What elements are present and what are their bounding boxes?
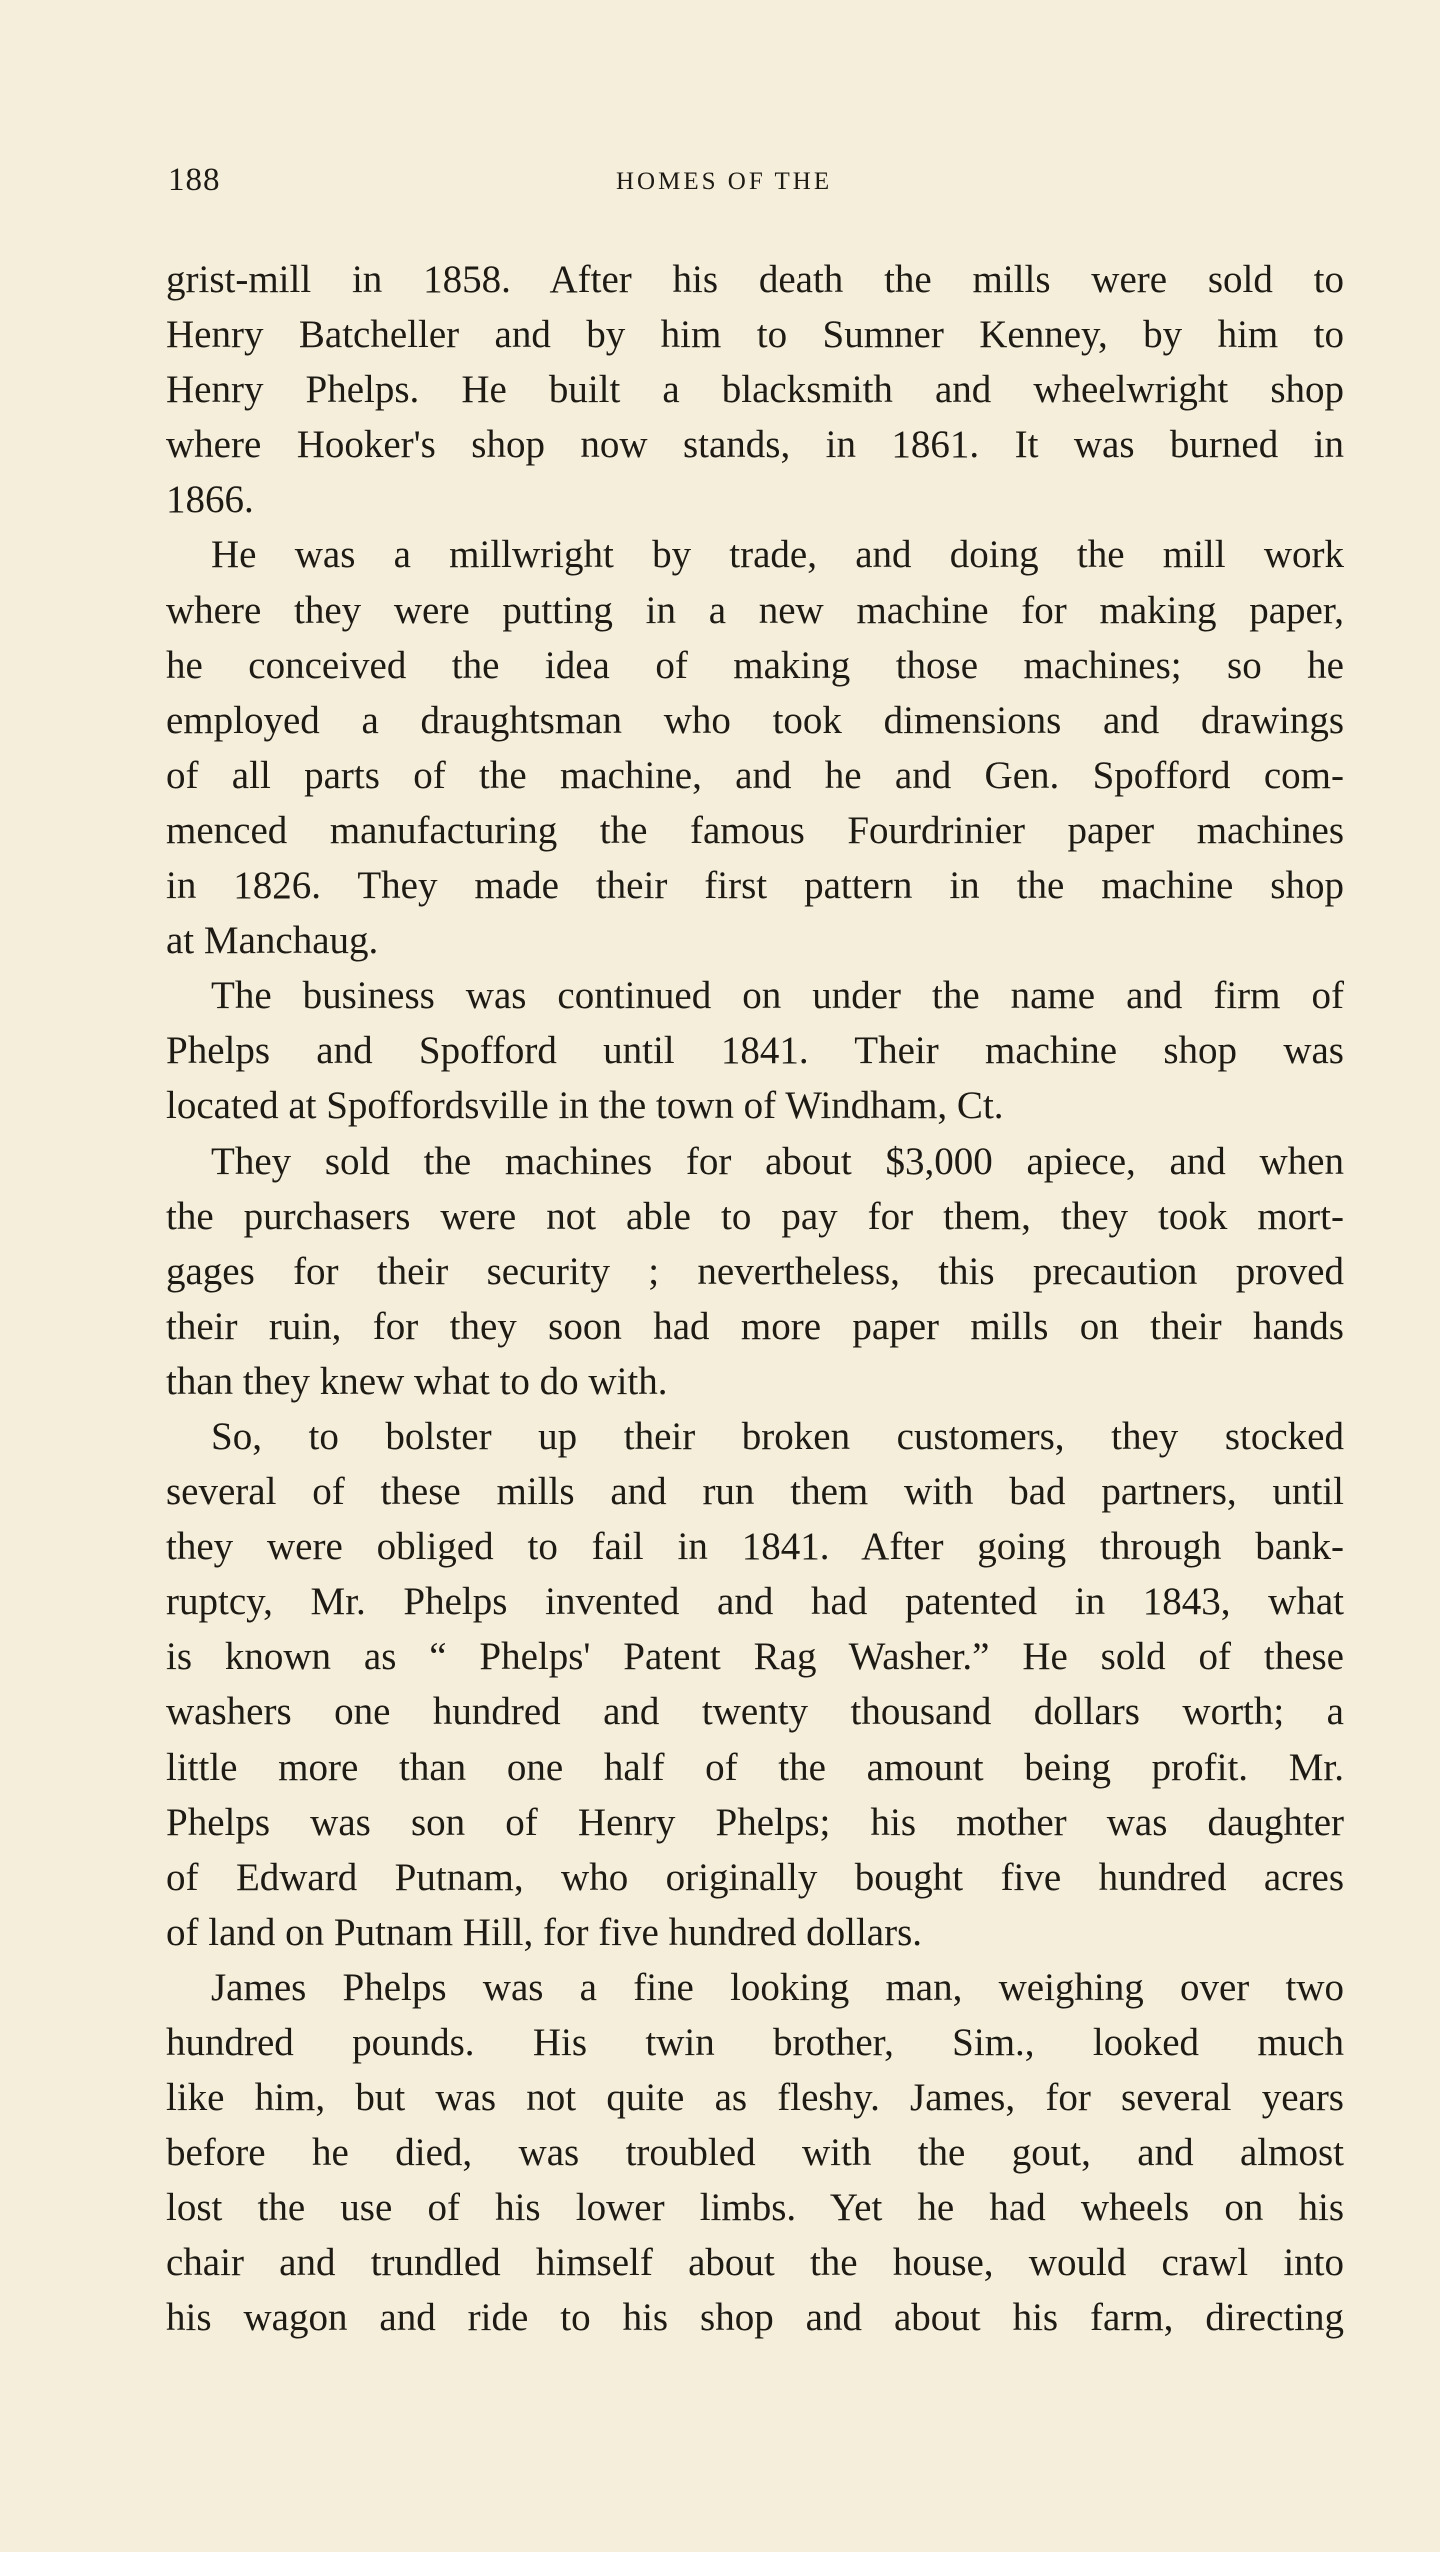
text-line: chair and trundled himself about the house, would crawl into	[166, 2241, 1344, 2285]
text-line: ruptcy, Mr. Phelps invented and had patented in 1843, what	[166, 1580, 1344, 1624]
page-number: 188	[168, 162, 221, 198]
text-line: Phelps and Spofford until 1841. Their machine shop was	[166, 1029, 1344, 1073]
text-line: little more than one half of the amount being profit. Mr.	[166, 1745, 1344, 1789]
text-line: Henry Batcheller and by him to Sumner Kenney, by him to	[166, 313, 1344, 357]
text-line: lost the use of his lower limbs. Yet he had wheels on his	[166, 2186, 1344, 2230]
text-line: of land on Putnam Hill, for five hundred dollars.	[166, 1910, 923, 1954]
text-line: of all parts of the machine, and he and Gen. Spofford com-	[166, 753, 1344, 797]
text-line: located at Spoffordsville in the town of Windham, Ct.	[166, 1084, 1004, 1128]
text-line: than they knew what to do with.	[166, 1359, 668, 1403]
text-line: his wagon and ride to his shop and about his farm, directing	[166, 2296, 1344, 2340]
text-line: He was a millwright by trade, and doing the mill work	[211, 533, 1344, 577]
running-title: HOMES OF THE	[616, 168, 833, 195]
text-line: like him, but was not quite as fleshy. James, for several years	[166, 2076, 1344, 2120]
text-line: before he died, was troubled with the gout, and almost	[166, 2131, 1344, 2175]
text-line: he conceived the idea of making those machines; so he	[166, 643, 1344, 687]
text-line: their ruin, for they soon had more paper mills on their hands	[166, 1304, 1344, 1348]
text-line: gages for their security ; nevertheless, this precaution proved	[166, 1249, 1344, 1293]
body-text	[166, 252, 1344, 2346]
text-line: they were obliged to fail in 1841. After going through bank-	[166, 1525, 1344, 1569]
text-line: menced manufacturing the famous Fourdrinier paper machines	[166, 808, 1344, 852]
text-line: Phelps was son of Henry Phelps; his mother was daughter	[166, 1800, 1344, 1844]
text-line: They sold the machines for about $3,000 apiece, and when	[211, 1139, 1344, 1183]
text-line: where Hooker's shop now stands, in 1861. It was burned in	[166, 423, 1344, 467]
text-line: The business was continued on under the name and firm of	[211, 974, 1344, 1018]
text-line: grist-mill in 1858. After his death the mills were sold to	[166, 258, 1344, 301]
text-line: in 1826. They made their first pattern in the machine shop	[166, 864, 1344, 908]
text-line: is known as “ Phelps' Patent Rag Washer.” He sold of these	[166, 1635, 1344, 1679]
text-line: the purchasers were not able to pay for them, they took mort-	[166, 1194, 1344, 1238]
text-line: 1866.	[166, 478, 254, 522]
text-line: hundred pounds. His twin brother, Sim., looked much	[166, 2021, 1344, 2064]
text-line: where they were putting in a new machine for making paper,	[166, 588, 1344, 632]
page-header	[168, 162, 1342, 212]
text-line: several of these mills and run them with bad partners, until	[166, 1470, 1344, 1514]
text-line: washers one hundred and twenty thousand dollars worth; a	[166, 1690, 1344, 1734]
text-line: James Phelps was a fine looking man, weighing over two	[211, 1965, 1344, 2009]
text-line: at Manchaug.	[166, 919, 379, 963]
text-line: So, to bolster up their broken customers, they stocked	[211, 1414, 1344, 1458]
text-line: employed a draughtsman who took dimensions and drawings	[166, 698, 1344, 742]
text-line: Henry Phelps. He built a blacksmith and wheelwright shop	[166, 368, 1344, 412]
text-line: of Edward Putnam, who originally bought five hundred acres	[166, 1855, 1344, 1899]
